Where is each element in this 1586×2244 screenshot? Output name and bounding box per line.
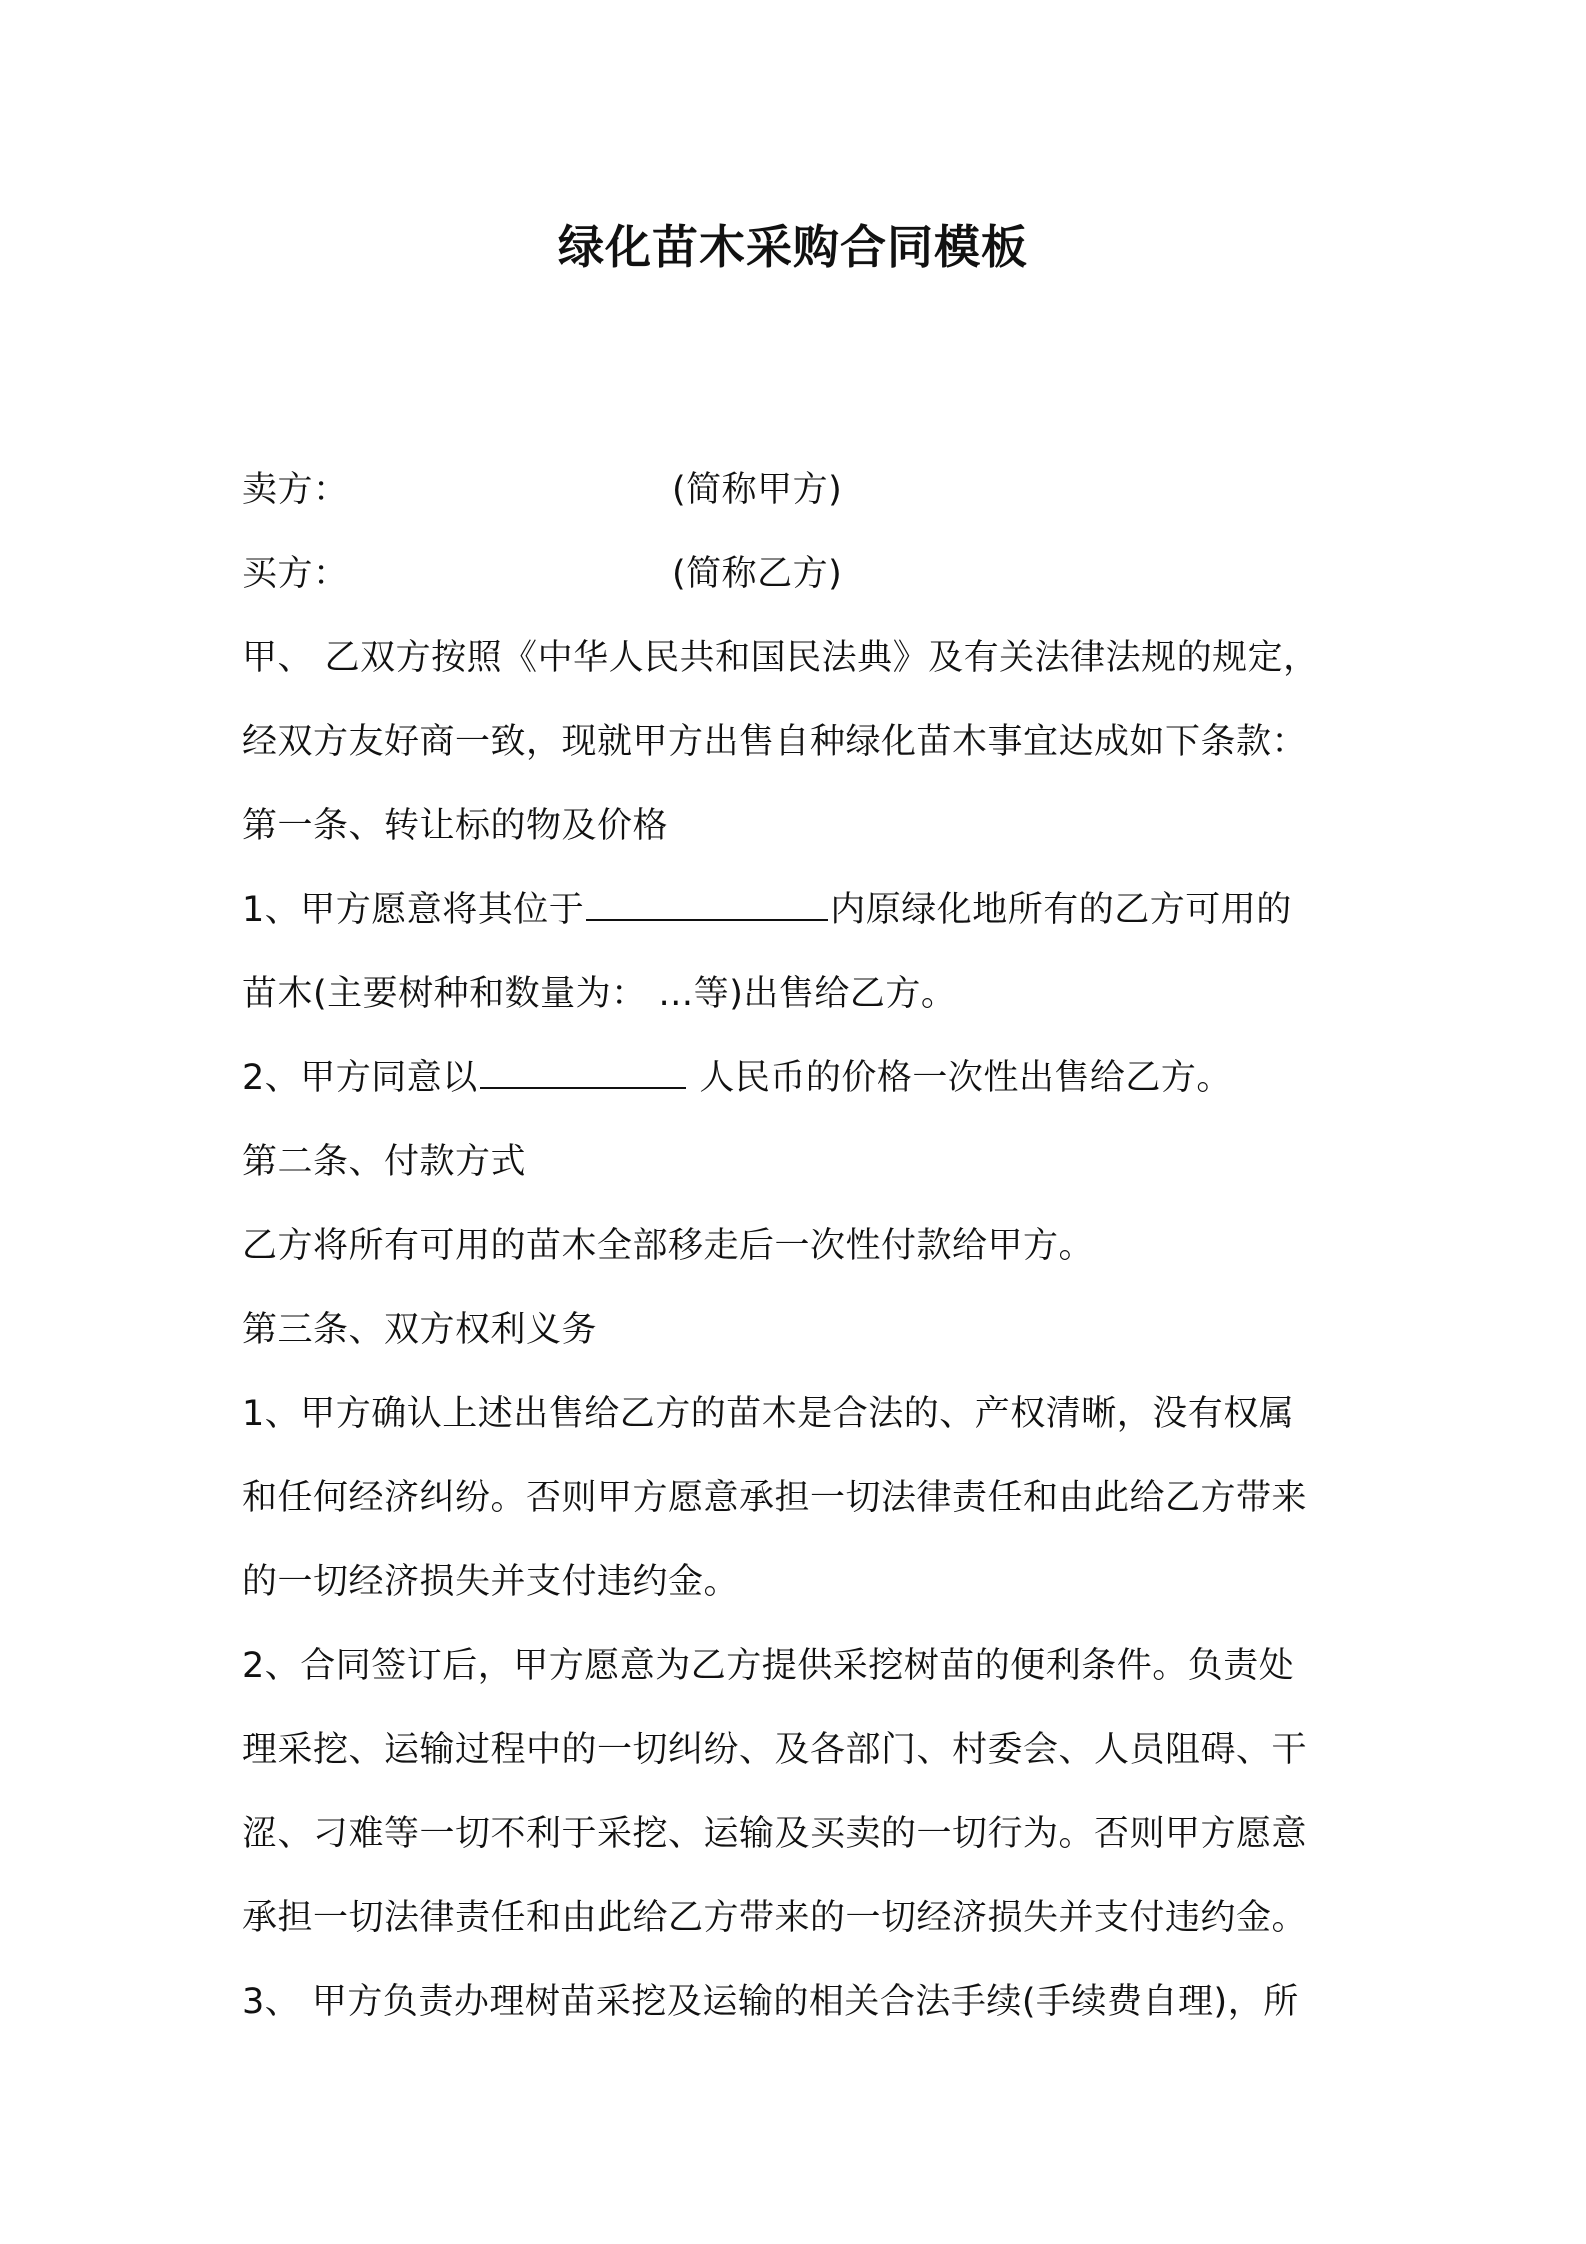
- article-heading: 第一条、转让标的物及价格: [242, 806, 669, 846]
- article-heading: 第三条、双方权利义务: [242, 1310, 598, 1350]
- location-blank: [586, 889, 828, 921]
- seller-line: [242, 448, 1362, 532]
- paragraph-line: 涩、刁难等一切不利于采挖、运输及买卖的一切行为。否则甲方愿意: [242, 1814, 1308, 1854]
- paragraph-line: 承担一切法律责任和由此给乙方带来的一切经济损失并支付违约金。: [242, 1898, 1308, 1938]
- paragraph-line: 1、甲方确认上述出售给乙方的苗木是合法的、产权清晰，没有权属: [242, 1394, 1295, 1434]
- paragraph-line: 甲、 乙双方按照《中华人民共和国民法典》及有关法律法规的规定，: [242, 638, 1319, 678]
- price-blank: [480, 1057, 686, 1089]
- document-body: [242, 448, 1362, 2044]
- paragraph-line: 乙方将所有可用的苗木全部移走后一次性付款给甲方。: [242, 1226, 1095, 1266]
- paragraph-line: 2、合同签订后，甲方愿意为乙方提供采挖树苗的便利条件。负责处: [242, 1646, 1295, 1686]
- article-heading: 第二条、付款方式: [242, 1142, 527, 1182]
- paragraph-line: 经双方友好商一致，现就甲方出售自种绿化苗木事宜达成如下条款：: [242, 722, 1308, 762]
- seller-label: 卖方：: [242, 470, 349, 510]
- seller-alias: (简称甲方): [672, 470, 843, 510]
- clause-text: 人民币的价格一次性出售给乙方。: [687, 1058, 1232, 1098]
- clause-text: 内原绿化地所有的乙方可用的: [830, 890, 1292, 930]
- paragraph-line: 和任何经济纠纷。否则甲方愿意承担一切法律责任和由此给乙方带来: [242, 1478, 1308, 1518]
- buyer-label: 买方：: [242, 554, 349, 594]
- buyer-alias: (简称乙方): [672, 554, 843, 594]
- clause-1-2: [242, 1036, 1362, 1120]
- document-title: 绿化苗木采购合同模板: [558, 220, 1028, 274]
- paragraph-line: 苗木(主要树种和数量为： …等)出售给乙方。: [242, 974, 957, 1014]
- buyer-line: [242, 532, 1362, 616]
- paragraph-line: 3、 甲方负责办理树苗采挖及运输的相关合法手续(手续费自理)，所: [242, 1982, 1299, 2022]
- clause-1-1: [242, 868, 1362, 952]
- paragraph-line: 理采挖、运输过程中的一切纠纷、及各部门、村委会、人员阻碍、干: [242, 1730, 1308, 1770]
- clause-text: 2、甲方同意以: [242, 1058, 478, 1098]
- clause-text: 1、甲方愿意将其位于: [242, 890, 585, 930]
- paragraph-line: 的一切经济损失并支付违约金。: [242, 1562, 740, 1602]
